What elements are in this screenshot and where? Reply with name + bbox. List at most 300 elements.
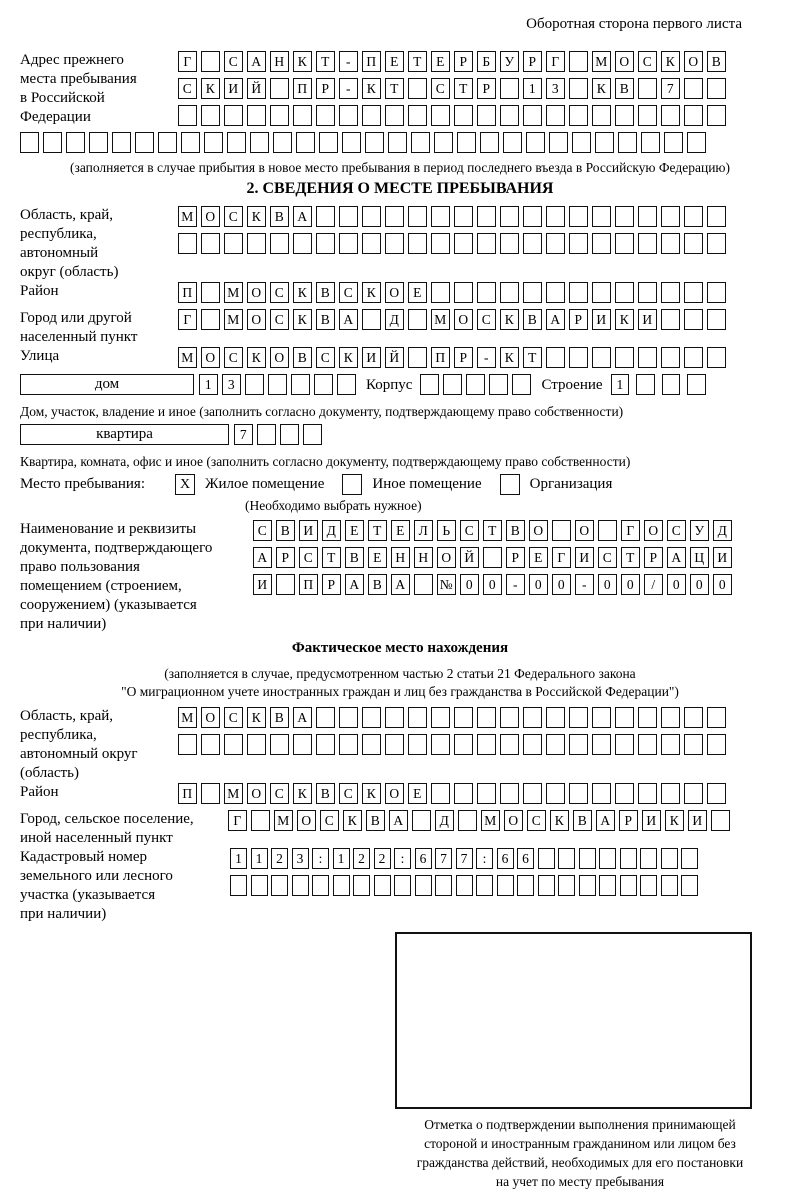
char-box[interactable]: В	[316, 783, 335, 804]
char-box[interactable]	[178, 105, 197, 126]
char-box[interactable]: 7	[456, 848, 473, 869]
char-box[interactable]: Г	[178, 51, 197, 72]
char-box[interactable]: Г	[546, 51, 565, 72]
char-box[interactable]	[443, 374, 462, 395]
char-box[interactable]	[339, 233, 358, 254]
char-box[interactable]: И	[253, 574, 272, 595]
char-box[interactable]: С	[270, 783, 289, 804]
char-box[interactable]	[661, 347, 680, 368]
char-box[interactable]	[408, 707, 427, 728]
char-box[interactable]: Р	[569, 309, 588, 330]
char-box[interactable]: Д	[435, 810, 454, 831]
char-box[interactable]	[595, 132, 614, 153]
char-box[interactable]	[707, 347, 726, 368]
char-box[interactable]: В	[366, 810, 385, 831]
char-box[interactable]: Т	[483, 520, 502, 541]
char-box[interactable]	[546, 282, 565, 303]
char-box[interactable]: -	[339, 78, 358, 99]
char-box[interactable]: О	[201, 206, 220, 227]
char-box[interactable]	[684, 734, 703, 755]
char-box[interactable]: О	[684, 51, 703, 72]
char-box[interactable]	[640, 875, 657, 896]
char-box[interactable]: О	[615, 51, 634, 72]
char-box[interactable]	[362, 309, 381, 330]
char-box[interactable]	[385, 233, 404, 254]
char-box[interactable]: Н	[270, 51, 289, 72]
char-box[interactable]	[415, 875, 432, 896]
char-box[interactable]: В	[573, 810, 592, 831]
char-box[interactable]	[523, 233, 542, 254]
char-box[interactable]	[661, 206, 680, 227]
char-box[interactable]	[638, 707, 657, 728]
char-box[interactable]	[523, 206, 542, 227]
char-box[interactable]: О	[297, 810, 316, 831]
char-box[interactable]	[546, 707, 565, 728]
char-box[interactable]	[618, 132, 637, 153]
char-box[interactable]	[592, 783, 611, 804]
char-box[interactable]: 6	[517, 848, 534, 869]
char-box[interactable]	[684, 347, 703, 368]
char-box[interactable]: С	[299, 547, 318, 568]
char-box[interactable]: 3	[222, 374, 241, 395]
char-box[interactable]	[435, 875, 452, 896]
char-box[interactable]: Т	[385, 78, 404, 99]
char-box[interactable]: С	[224, 707, 243, 728]
char-box[interactable]	[549, 132, 568, 153]
char-box[interactable]	[201, 233, 220, 254]
char-box[interactable]: А	[389, 810, 408, 831]
char-box[interactable]	[480, 132, 499, 153]
char-box[interactable]: К	[247, 707, 266, 728]
char-box[interactable]	[523, 282, 542, 303]
char-box[interactable]	[230, 875, 247, 896]
char-box[interactable]: В	[293, 347, 312, 368]
char-box[interactable]	[224, 734, 243, 755]
char-box[interactable]	[273, 132, 292, 153]
char-box[interactable]	[431, 105, 450, 126]
char-box[interactable]	[707, 78, 726, 99]
char-box[interactable]	[456, 875, 473, 896]
char-box[interactable]	[592, 206, 611, 227]
char-box[interactable]	[517, 875, 534, 896]
char-box[interactable]	[362, 206, 381, 227]
char-box[interactable]	[569, 734, 588, 755]
char-box[interactable]: Е	[391, 520, 410, 541]
char-box[interactable]	[247, 105, 266, 126]
char-box[interactable]: В	[270, 707, 289, 728]
char-box[interactable]	[546, 206, 565, 227]
char-box[interactable]	[408, 347, 427, 368]
char-box[interactable]	[385, 707, 404, 728]
char-box[interactable]	[247, 233, 266, 254]
char-box[interactable]	[615, 282, 634, 303]
char-box[interactable]: В	[345, 547, 364, 568]
char-box[interactable]	[500, 707, 519, 728]
char-box[interactable]: П	[178, 282, 197, 303]
char-box[interactable]	[579, 875, 596, 896]
char-box[interactable]	[546, 347, 565, 368]
char-box[interactable]	[598, 520, 617, 541]
char-box[interactable]: Г	[178, 309, 197, 330]
char-box[interactable]: Е	[408, 282, 427, 303]
char-box[interactable]	[337, 374, 356, 395]
char-box[interactable]: В	[368, 574, 387, 595]
char-box[interactable]: В	[506, 520, 525, 541]
char-box[interactable]	[257, 424, 276, 445]
char-box[interactable]	[638, 783, 657, 804]
char-box[interactable]: 7	[661, 78, 680, 99]
char-box[interactable]	[385, 105, 404, 126]
char-box[interactable]	[592, 282, 611, 303]
char-box[interactable]: Н	[391, 547, 410, 568]
char-box[interactable]	[362, 105, 381, 126]
char-box[interactable]	[408, 105, 427, 126]
char-box[interactable]: С	[224, 206, 243, 227]
char-box[interactable]: К	[293, 783, 312, 804]
char-box[interactable]: М	[431, 309, 450, 330]
char-box[interactable]: С	[477, 309, 496, 330]
char-box[interactable]: Т	[454, 78, 473, 99]
char-box[interactable]: И	[575, 547, 594, 568]
char-box[interactable]: 0	[483, 574, 502, 595]
char-box[interactable]	[538, 875, 555, 896]
char-box[interactable]	[546, 233, 565, 254]
char-box[interactable]: У	[500, 51, 519, 72]
char-box[interactable]: С	[320, 810, 339, 831]
char-box[interactable]	[661, 309, 680, 330]
char-box[interactable]: Г	[621, 520, 640, 541]
char-box[interactable]: В	[316, 282, 335, 303]
char-box[interactable]	[489, 374, 508, 395]
char-box[interactable]: Ц	[690, 547, 709, 568]
char-box[interactable]	[270, 734, 289, 755]
char-box[interactable]	[707, 734, 726, 755]
char-box[interactable]: О	[247, 309, 266, 330]
char-box[interactable]: С	[253, 520, 272, 541]
char-box[interactable]	[615, 347, 634, 368]
char-box[interactable]	[558, 848, 575, 869]
char-box[interactable]	[280, 424, 299, 445]
char-box[interactable]: Й	[385, 347, 404, 368]
char-box[interactable]: М	[224, 282, 243, 303]
char-box[interactable]	[339, 707, 358, 728]
char-box[interactable]: А	[253, 547, 272, 568]
char-box[interactable]	[684, 105, 703, 126]
char-box[interactable]: С	[460, 520, 479, 541]
char-box[interactable]	[477, 105, 496, 126]
char-box[interactable]: 6	[497, 848, 514, 869]
checkbox-inoe[interactable]	[342, 474, 362, 495]
char-box[interactable]: 2	[271, 848, 288, 869]
char-box[interactable]: С	[270, 309, 289, 330]
char-box[interactable]: -	[506, 574, 525, 595]
char-box[interactable]: С	[667, 520, 686, 541]
char-box[interactable]	[20, 132, 39, 153]
char-box[interactable]: К	[201, 78, 220, 99]
char-box[interactable]: О	[575, 520, 594, 541]
char-box[interactable]	[201, 783, 220, 804]
char-box[interactable]: Т	[322, 547, 341, 568]
char-box[interactable]: П	[293, 78, 312, 99]
char-box[interactable]: М	[481, 810, 500, 831]
char-box[interactable]	[684, 309, 703, 330]
char-box[interactable]: О	[385, 783, 404, 804]
char-box[interactable]	[431, 734, 450, 755]
char-box[interactable]: С	[224, 347, 243, 368]
char-box[interactable]	[408, 309, 427, 330]
char-box[interactable]	[408, 734, 427, 755]
char-box[interactable]: Ь	[437, 520, 456, 541]
char-box[interactable]: 1	[333, 848, 350, 869]
char-box[interactable]: 1	[199, 374, 218, 395]
char-box[interactable]: А	[247, 51, 266, 72]
char-box[interactable]	[572, 132, 591, 153]
char-box[interactable]	[707, 309, 726, 330]
char-box[interactable]	[523, 707, 542, 728]
char-box[interactable]: -	[575, 574, 594, 595]
char-box[interactable]	[227, 132, 246, 153]
char-box[interactable]	[333, 875, 350, 896]
char-box[interactable]: Т	[523, 347, 542, 368]
char-box[interactable]: С	[224, 51, 243, 72]
char-box[interactable]	[546, 105, 565, 126]
char-box[interactable]: О	[385, 282, 404, 303]
char-box[interactable]	[353, 875, 370, 896]
char-box[interactable]	[615, 707, 634, 728]
char-box[interactable]: №	[437, 574, 456, 595]
char-box[interactable]	[477, 282, 496, 303]
char-box[interactable]	[711, 810, 730, 831]
char-box[interactable]: -	[477, 347, 496, 368]
char-box[interactable]: И	[224, 78, 243, 99]
char-box[interactable]: 1	[611, 374, 630, 395]
char-box[interactable]	[454, 282, 473, 303]
char-box[interactable]: Д	[713, 520, 732, 541]
char-box[interactable]: В	[276, 520, 295, 541]
char-box[interactable]: Р	[619, 810, 638, 831]
char-box[interactable]	[500, 206, 519, 227]
char-box[interactable]: К	[550, 810, 569, 831]
char-box[interactable]	[661, 105, 680, 126]
char-box[interactable]	[638, 282, 657, 303]
char-box[interactable]	[684, 282, 703, 303]
char-box[interactable]: В	[707, 51, 726, 72]
char-box[interactable]	[342, 132, 361, 153]
char-box[interactable]	[500, 78, 519, 99]
char-box[interactable]	[339, 206, 358, 227]
char-box[interactable]	[181, 132, 200, 153]
char-box[interactable]	[316, 707, 335, 728]
char-box[interactable]: Б	[477, 51, 496, 72]
char-box[interactable]	[638, 347, 657, 368]
char-box[interactable]	[431, 206, 450, 227]
char-box[interactable]	[684, 233, 703, 254]
char-box[interactable]: 2	[374, 848, 391, 869]
char-box[interactable]: :	[312, 848, 329, 869]
char-box[interactable]	[431, 233, 450, 254]
char-box[interactable]: О	[437, 547, 456, 568]
char-box[interactable]: Р	[322, 574, 341, 595]
char-box[interactable]	[454, 206, 473, 227]
char-box[interactable]: Н	[414, 547, 433, 568]
char-box[interactable]	[558, 875, 575, 896]
char-box[interactable]: 0	[690, 574, 709, 595]
char-box[interactable]: С	[527, 810, 546, 831]
char-box[interactable]: 7	[234, 424, 253, 445]
char-box[interactable]: П	[178, 783, 197, 804]
char-box[interactable]	[620, 875, 637, 896]
checkbox-zhiloe[interactable]: X	[175, 474, 195, 495]
char-box[interactable]	[224, 233, 243, 254]
char-box[interactable]	[385, 734, 404, 755]
char-box[interactable]	[569, 51, 588, 72]
char-box[interactable]	[662, 374, 681, 395]
char-box[interactable]	[615, 783, 634, 804]
char-box[interactable]: Л	[414, 520, 433, 541]
char-box[interactable]: К	[293, 51, 312, 72]
char-box[interactable]	[661, 707, 680, 728]
char-box[interactable]	[500, 783, 519, 804]
char-box[interactable]	[546, 734, 565, 755]
char-box[interactable]: 0	[667, 574, 686, 595]
char-box[interactable]	[293, 233, 312, 254]
char-box[interactable]: К	[343, 810, 362, 831]
char-box[interactable]: К	[247, 347, 266, 368]
char-box[interactable]: Е	[431, 51, 450, 72]
char-box[interactable]	[268, 374, 287, 395]
char-box[interactable]: Т	[316, 51, 335, 72]
char-box[interactable]: М	[178, 707, 197, 728]
char-box[interactable]	[112, 132, 131, 153]
char-box[interactable]: О	[247, 783, 266, 804]
char-box[interactable]: К	[339, 347, 358, 368]
char-box[interactable]: В	[270, 206, 289, 227]
char-box[interactable]: А	[667, 547, 686, 568]
char-box[interactable]	[684, 783, 703, 804]
char-box[interactable]: И	[362, 347, 381, 368]
char-box[interactable]	[466, 374, 485, 395]
char-box[interactable]	[247, 734, 266, 755]
char-box[interactable]: М	[274, 810, 293, 831]
char-box[interactable]: -	[339, 51, 358, 72]
char-box[interactable]	[414, 574, 433, 595]
char-box[interactable]	[707, 783, 726, 804]
char-box[interactable]	[615, 105, 634, 126]
char-box[interactable]	[579, 848, 596, 869]
char-box[interactable]: Е	[529, 547, 548, 568]
char-box[interactable]: Р	[276, 547, 295, 568]
char-box[interactable]: 0	[460, 574, 479, 595]
char-box[interactable]	[224, 105, 243, 126]
char-box[interactable]	[615, 734, 634, 755]
char-box[interactable]	[385, 206, 404, 227]
char-box[interactable]	[43, 132, 62, 153]
char-box[interactable]	[523, 734, 542, 755]
char-box[interactable]	[636, 374, 655, 395]
char-box[interactable]	[569, 105, 588, 126]
char-box[interactable]: О	[644, 520, 663, 541]
char-box[interactable]: И	[592, 309, 611, 330]
char-box[interactable]	[476, 875, 493, 896]
char-box[interactable]	[201, 282, 220, 303]
char-box[interactable]	[477, 233, 496, 254]
char-box[interactable]: Т	[621, 547, 640, 568]
char-box[interactable]: 3	[546, 78, 565, 99]
char-box[interactable]	[569, 233, 588, 254]
char-box[interactable]: К	[661, 51, 680, 72]
char-box[interactable]	[500, 282, 519, 303]
char-box[interactable]: Т	[368, 520, 387, 541]
char-box[interactable]: С	[270, 282, 289, 303]
char-box[interactable]: М	[224, 783, 243, 804]
char-box[interactable]	[394, 875, 411, 896]
char-box[interactable]	[178, 233, 197, 254]
char-box[interactable]	[592, 105, 611, 126]
char-box[interactable]: К	[592, 78, 611, 99]
char-box[interactable]: В	[316, 309, 335, 330]
char-box[interactable]	[431, 282, 450, 303]
char-box[interactable]: /	[644, 574, 663, 595]
char-box[interactable]: А	[293, 707, 312, 728]
char-box[interactable]	[362, 233, 381, 254]
char-box[interactable]: 1	[523, 78, 542, 99]
char-box[interactable]	[664, 132, 683, 153]
char-box[interactable]: П	[299, 574, 318, 595]
char-box[interactable]	[66, 132, 85, 153]
char-box[interactable]	[314, 374, 333, 395]
char-box[interactable]: Т	[408, 51, 427, 72]
char-box[interactable]	[523, 105, 542, 126]
char-box[interactable]	[457, 132, 476, 153]
char-box[interactable]: О	[201, 707, 220, 728]
char-box[interactable]	[661, 734, 680, 755]
char-box[interactable]: 7	[435, 848, 452, 869]
char-box[interactable]: К	[500, 309, 519, 330]
char-box[interactable]	[569, 206, 588, 227]
char-box[interactable]: 0	[529, 574, 548, 595]
char-box[interactable]	[271, 875, 288, 896]
char-box[interactable]	[599, 875, 616, 896]
char-box[interactable]	[569, 78, 588, 99]
char-box[interactable]	[592, 734, 611, 755]
char-box[interactable]	[388, 132, 407, 153]
char-box[interactable]	[362, 707, 381, 728]
char-box[interactable]	[204, 132, 223, 153]
char-box[interactable]	[599, 848, 616, 869]
char-box[interactable]	[707, 282, 726, 303]
char-box[interactable]: А	[391, 574, 410, 595]
char-box[interactable]: Р	[316, 78, 335, 99]
char-box[interactable]	[638, 734, 657, 755]
char-box[interactable]	[293, 734, 312, 755]
char-box[interactable]: С	[178, 78, 197, 99]
char-box[interactable]	[707, 206, 726, 227]
char-box[interactable]: Й	[460, 547, 479, 568]
char-box[interactable]	[641, 132, 660, 153]
char-box[interactable]	[684, 206, 703, 227]
char-box[interactable]: Е	[345, 520, 364, 541]
char-box[interactable]: Р	[644, 547, 663, 568]
char-box[interactable]	[569, 282, 588, 303]
char-box[interactable]: П	[362, 51, 381, 72]
char-box[interactable]	[316, 233, 335, 254]
char-box[interactable]: К	[362, 282, 381, 303]
char-box[interactable]: 2	[353, 848, 370, 869]
char-box[interactable]	[454, 734, 473, 755]
char-box[interactable]: Д	[322, 520, 341, 541]
char-box[interactable]: М	[178, 206, 197, 227]
char-box[interactable]: В	[523, 309, 542, 330]
